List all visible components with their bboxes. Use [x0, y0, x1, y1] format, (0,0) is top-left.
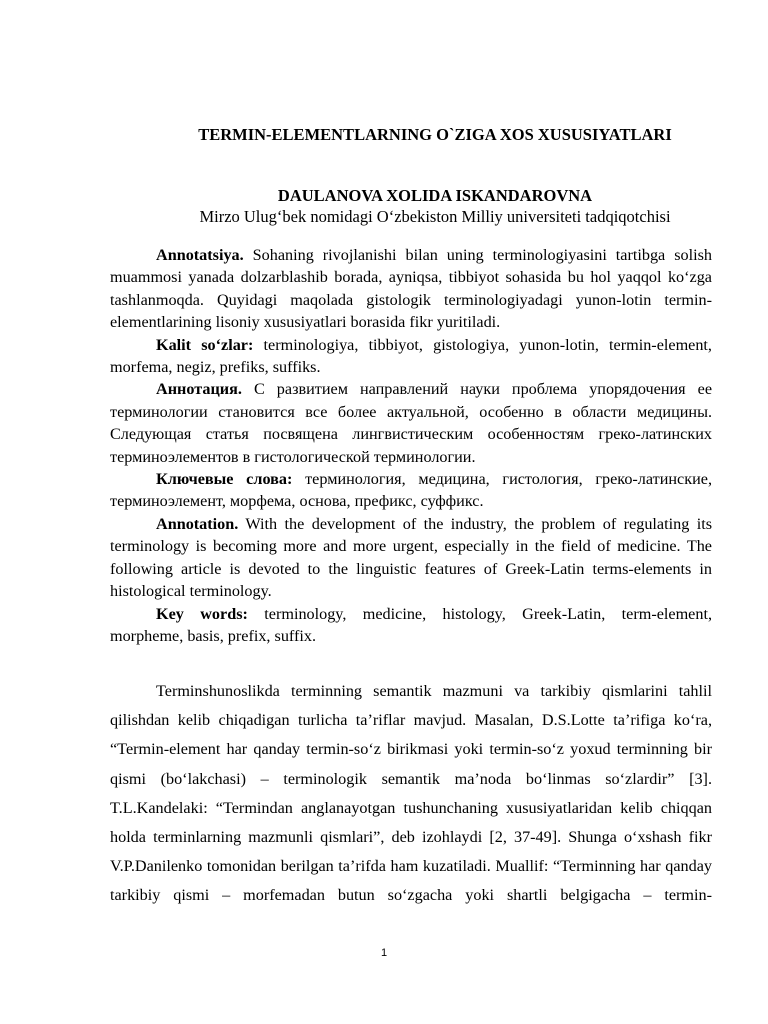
abstract-english-label: Annotation. [156, 514, 239, 533]
keywords-russian-text: терминология, медицина, гистология, греко-латинские, терминоэлемент, морфема, основа, префикс, суффикс. [110, 470, 712, 511]
abstracts-section [110, 244, 712, 647]
article-title: TERMIN-ELEMENTLARNING O`ZIGA XOS XUSUSIYATLARI [198, 125, 672, 144]
abstract-english-text: With the development of the industry, the problem of regulating its terminology is becoming more and more urgent, especially in the field of medicine. The following article is devoted to the linguistic features of Greek-Latin terms-elements in histological terminology. [110, 514, 712, 601]
keywords-english-text: terminology, medicine, histology, Greek-Latin, term-element, morpheme, basis, prefix, suffix. [110, 604, 712, 645]
abstract-english [110, 513, 712, 603]
keywords-russian-label: Ключевые слова: [156, 470, 293, 489]
keywords-uzbek [110, 334, 712, 379]
keywords-uzbek-label: Kalit so‘zlar: [156, 335, 254, 354]
keywords-uzbek-text: terminologiya, tibbiyot, gistologiya, yunon-lotin, termin-element, morfema, negiz, prefiks, suffiks. [110, 335, 712, 377]
keywords-english-label: Key words: [156, 604, 248, 623]
abstract-russian-label: Аннотация. [156, 380, 242, 399]
author-affiliation: Mirzo Ulug‘bek nomidagi O‘zbekiston Milliy universiteti tadqiqotchisi [199, 207, 671, 226]
abstract-uzbek [110, 244, 712, 334]
body-paragraph: Terminshunoslikda terminning semantik mazmuni va tarkibiy qismlarini tahlil qilishdan kelib chiqadigan turlicha ta’riflar mavjud. Masalan, D.S.Lotte ta’rifiga ko‘ra, “Termin-element har qanday termin-so‘z birikmasi yoki termin-so‘z yoxud terminning bir qismi (bo‘lakchasi) – terminologik semantik ma’noda bo‘linmas so‘zlardir” [3]. T.L.Kandelaki: “Termindan anglanayotgan tushunchaning xususiyatlaridan kelib chiqqan holda terminlarning mazmunli qismlari”, deb izohlaydi [2, 37-49]. Shunga o‘xshash fikr V.P.Danilenko tomonidan berilgan ta’rifda ham kuzatiladi. Muallif: “Terminning har qanday tarkibiy qismi – morfemadan butun so‘zgacha yoki shartli belgigacha – termin- [110, 682, 712, 905]
page-number: 1 [380, 947, 388, 959]
abstract-russian [110, 378, 712, 468]
abstract-uzbek-label: Annotatsiya. [156, 246, 244, 264]
author-name: DAULANOVA XOLIDA ISKANDAROVNA [277, 186, 593, 205]
keywords-english [110, 603, 712, 648]
main-body [110, 677, 712, 911]
abstract-uzbek-text: Sohaning rivojlanishi bilan uning terminologiyasini tartibga solish muammosi yanada dolzarblashib borada, ayniqsa, tibbiyot sohasida bu hol yaqqol ko‘zga tashlanmoqda. Quyidagi maqolada gistologik terminologiyadagi yunon-lotin termin-elementlarining lisoniy xususiyatlari borasida fikr yuritiladi. [110, 246, 712, 332]
abstract-russian-text: С развитием направлений науки проблема упорядочения ее терминологии становится все более актуальной, особенно в области медицины. Следующая статья посвящена лингвистическим особенностям греко-латинских терминоэлементов в гистологической терминологии. [110, 380, 712, 466]
keywords-russian [110, 468, 712, 513]
